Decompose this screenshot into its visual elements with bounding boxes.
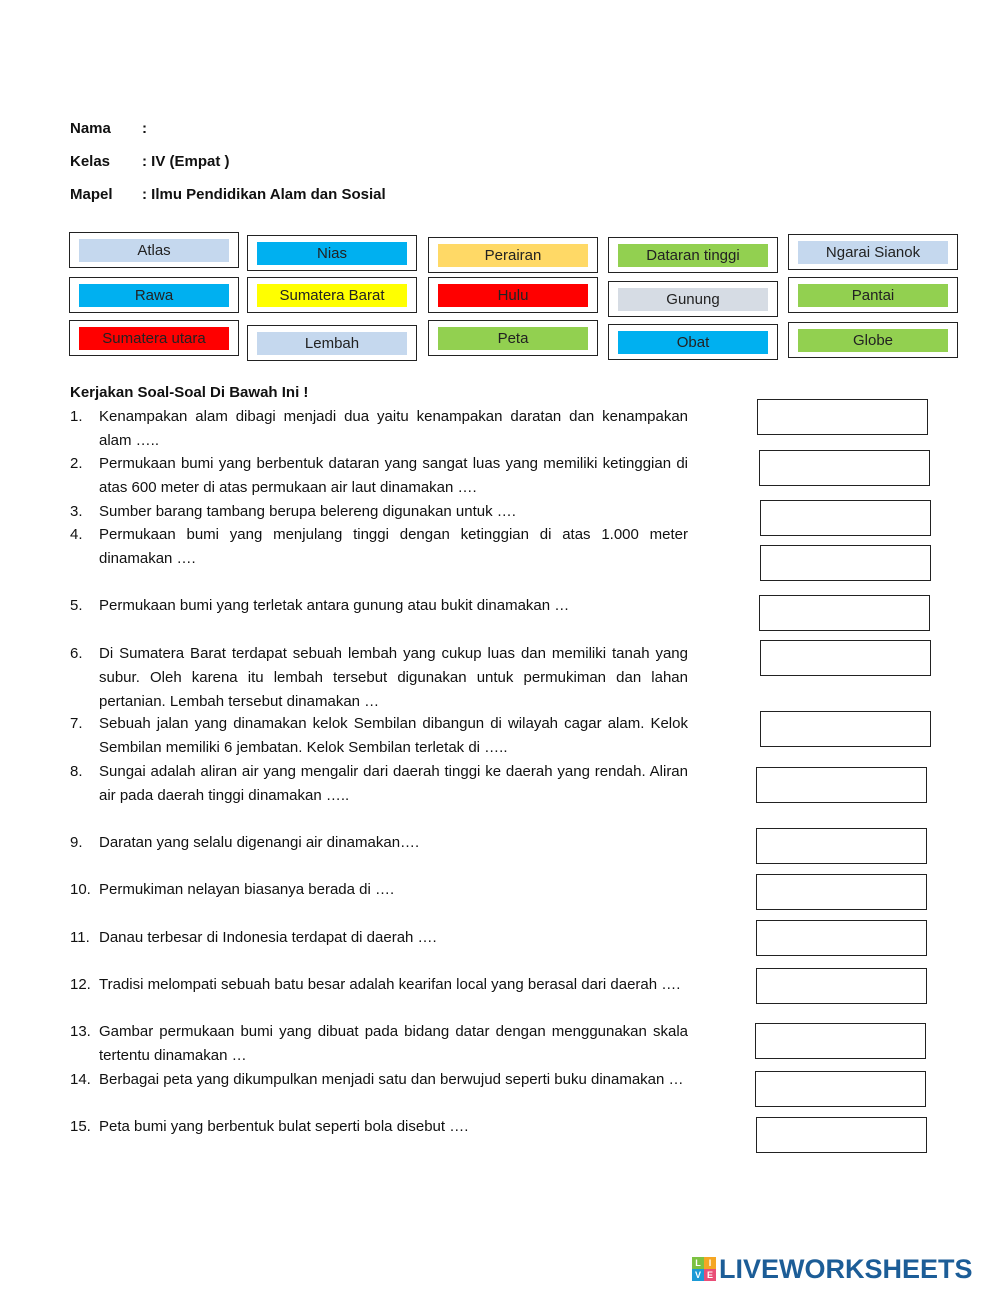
- question-10: [70, 878, 688, 902]
- question-number: 12.: [70, 976, 91, 993]
- answer-box-2[interactable]: [759, 450, 930, 486]
- word-chip[interactable]: Gunung: [618, 288, 768, 311]
- answer-box-5[interactable]: [759, 595, 930, 631]
- question-number: 1.: [70, 408, 83, 425]
- chip-slot: [608, 281, 778, 317]
- question-9: [70, 831, 688, 855]
- word-chip[interactable]: Sumatera utara: [79, 327, 229, 350]
- word-chip[interactable]: Ngarai Sianok: [798, 241, 948, 264]
- question-text: Kenampakan alam dibagi menjadi dua yaitu kenampakan daratan dan kenampakan alam …..: [99, 408, 688, 449]
- chip-slot: [428, 320, 598, 356]
- logo-letter: E: [704, 1269, 716, 1281]
- answer-box-3[interactable]: [760, 500, 931, 536]
- question-text: Sumber barang tambang berupa belereng digunakan untuk ….: [99, 503, 516, 520]
- answer-box-6[interactable]: [760, 640, 931, 676]
- class-value: : IV (Empat ): [142, 153, 230, 170]
- liveworksheets-logo: [692, 1254, 973, 1284]
- instruction-heading: Kerjakan Soal-Soal Di Bawah Ini !: [70, 384, 309, 401]
- word-chip[interactable]: Rawa: [79, 284, 229, 307]
- name-label: Nama: [70, 120, 111, 137]
- question-number: 4.: [70, 526, 83, 543]
- chip-slot: [69, 277, 239, 313]
- question-number: 7.: [70, 715, 83, 732]
- subject-label: Mapel: [70, 186, 113, 203]
- question-number: 13.: [70, 1023, 91, 1040]
- question-3: [70, 500, 688, 524]
- question-2: [70, 452, 688, 500]
- question-number: 8.: [70, 763, 83, 780]
- subject-value: : Ilmu Pendidikan Alam dan Sosial: [142, 186, 386, 203]
- question-text: Permukiman nelayan biasanya berada di ….: [99, 881, 395, 898]
- answer-box-10[interactable]: [756, 874, 927, 910]
- answer-box-12[interactable]: [756, 968, 927, 1004]
- word-chip[interactable]: Globe: [798, 329, 948, 352]
- question-number: 11.: [70, 929, 90, 946]
- question-text: Daratan yang selalu digenangi air dinamakan….: [99, 834, 420, 851]
- question-number: 3.: [70, 503, 83, 520]
- question-number: 9.: [70, 834, 83, 851]
- chip-slot: [428, 277, 598, 313]
- question-12: [70, 973, 688, 997]
- word-chip[interactable]: Sumatera Barat: [257, 284, 407, 307]
- question-8: [70, 760, 688, 808]
- chip-slot: [788, 322, 958, 358]
- word-chip[interactable]: Perairan: [438, 244, 588, 267]
- class-label: Kelas: [70, 153, 111, 170]
- chip-slot: [247, 277, 417, 313]
- chip-slot: [247, 325, 417, 361]
- answer-box-15[interactable]: [756, 1117, 927, 1153]
- question-text: Di Sumatera Barat terdapat sebuah lembah yang cukup luas dan memiliki tanah yang subur. Oleh karena itu lembah tersebut digunakan untuk permukiman dan lahan pertanian. Lembah tersebut dinamakan …: [99, 645, 688, 710]
- question-13: [70, 1020, 688, 1068]
- question-text: Sungai adalah aliran air yang mengalir dari daerah tinggi ke daerah yang rendah. Aliran air pada daerah tinggi dinamakan …..: [99, 763, 688, 804]
- question-text: Permukaan bumi yang terletak antara gunung atau bukit dinamakan …: [99, 597, 570, 614]
- chip-slot: [69, 232, 239, 268]
- logo-letter: V: [692, 1269, 704, 1281]
- question-1: [70, 405, 688, 453]
- question-number: 2.: [70, 455, 83, 472]
- question-number: 14.: [70, 1071, 91, 1088]
- word-chip[interactable]: Obat: [618, 331, 768, 354]
- chip-slot: [428, 237, 598, 273]
- question-5: [70, 594, 688, 618]
- question-4: [70, 523, 688, 571]
- brand-name: LIVEWORKSHEETS: [719, 1253, 973, 1284]
- question-6: [70, 642, 688, 714]
- question-text: Gambar permukaan bumi yang dibuat pada bidang datar dengan menggunakan skala tertentu dinamakan …: [99, 1023, 688, 1064]
- question-number: 5.: [70, 597, 83, 614]
- chip-slot: [608, 237, 778, 273]
- word-chip[interactable]: Dataran tinggi: [618, 244, 768, 267]
- question-15: [70, 1115, 688, 1139]
- answer-box-9[interactable]: [756, 828, 927, 864]
- question-number: 15.: [70, 1118, 91, 1135]
- question-text: Berbagai peta yang dikumpulkan menjadi satu dan berwujud seperti buku dinamakan …: [99, 1071, 684, 1088]
- chip-slot: [247, 235, 417, 271]
- answer-box-11[interactable]: [756, 920, 927, 956]
- answer-box-7[interactable]: [760, 711, 931, 747]
- logo-letter: L: [692, 1257, 704, 1269]
- question-number: 6.: [70, 645, 83, 662]
- chip-slot: [69, 320, 239, 356]
- question-11: [70, 926, 688, 950]
- question-text: Permukaan bumi yang berbentuk dataran yang sangat luas yang memiliki ketinggian di atas 600 meter di atas permukaan air laut dinamakan ….: [99, 455, 688, 496]
- answer-box-4[interactable]: [760, 545, 931, 581]
- word-chip[interactable]: Pantai: [798, 284, 948, 307]
- question-number: 10.: [70, 881, 91, 898]
- word-chip[interactable]: Nias: [257, 242, 407, 265]
- name-value: :: [142, 120, 147, 137]
- answer-box-14[interactable]: [755, 1071, 926, 1107]
- question-14: [70, 1068, 688, 1092]
- answer-box-13[interactable]: [755, 1023, 926, 1059]
- question-text: Danau terbesar di Indonesia terdapat di daerah ….: [99, 929, 437, 946]
- question-text: Sebuah jalan yang dinamakan kelok Sembilan dibangun di wilayah cagar alam. Kelok Sembilan memiliki 6 jembatan. Kelok Sembilan terletak di …..: [99, 715, 688, 756]
- question-text: Peta bumi yang berbentuk bulat seperti bola disebut ….: [99, 1118, 469, 1135]
- chip-slot: [788, 277, 958, 313]
- word-chip[interactable]: Atlas: [79, 239, 229, 262]
- logo-letter: I: [704, 1257, 716, 1269]
- answer-box-8[interactable]: [756, 767, 927, 803]
- word-chip[interactable]: Peta: [438, 327, 588, 350]
- question-text: Permukaan bumi yang menjulang tinggi dengan ketinggian di atas 1.000 meter dinamakan ….: [99, 526, 688, 567]
- question-text: Tradisi melompati sebuah batu besar adalah kearifan local yang berasal dari daerah ….: [99, 976, 681, 993]
- chip-slot: [788, 234, 958, 270]
- chip-slot: [608, 324, 778, 360]
- word-chip[interactable]: Lembah: [257, 332, 407, 355]
- word-chip[interactable]: Hulu: [438, 284, 588, 307]
- answer-box-1[interactable]: [757, 399, 928, 435]
- question-7: [70, 712, 688, 760]
- liveworksheets-logo-icon: [692, 1257, 716, 1281]
